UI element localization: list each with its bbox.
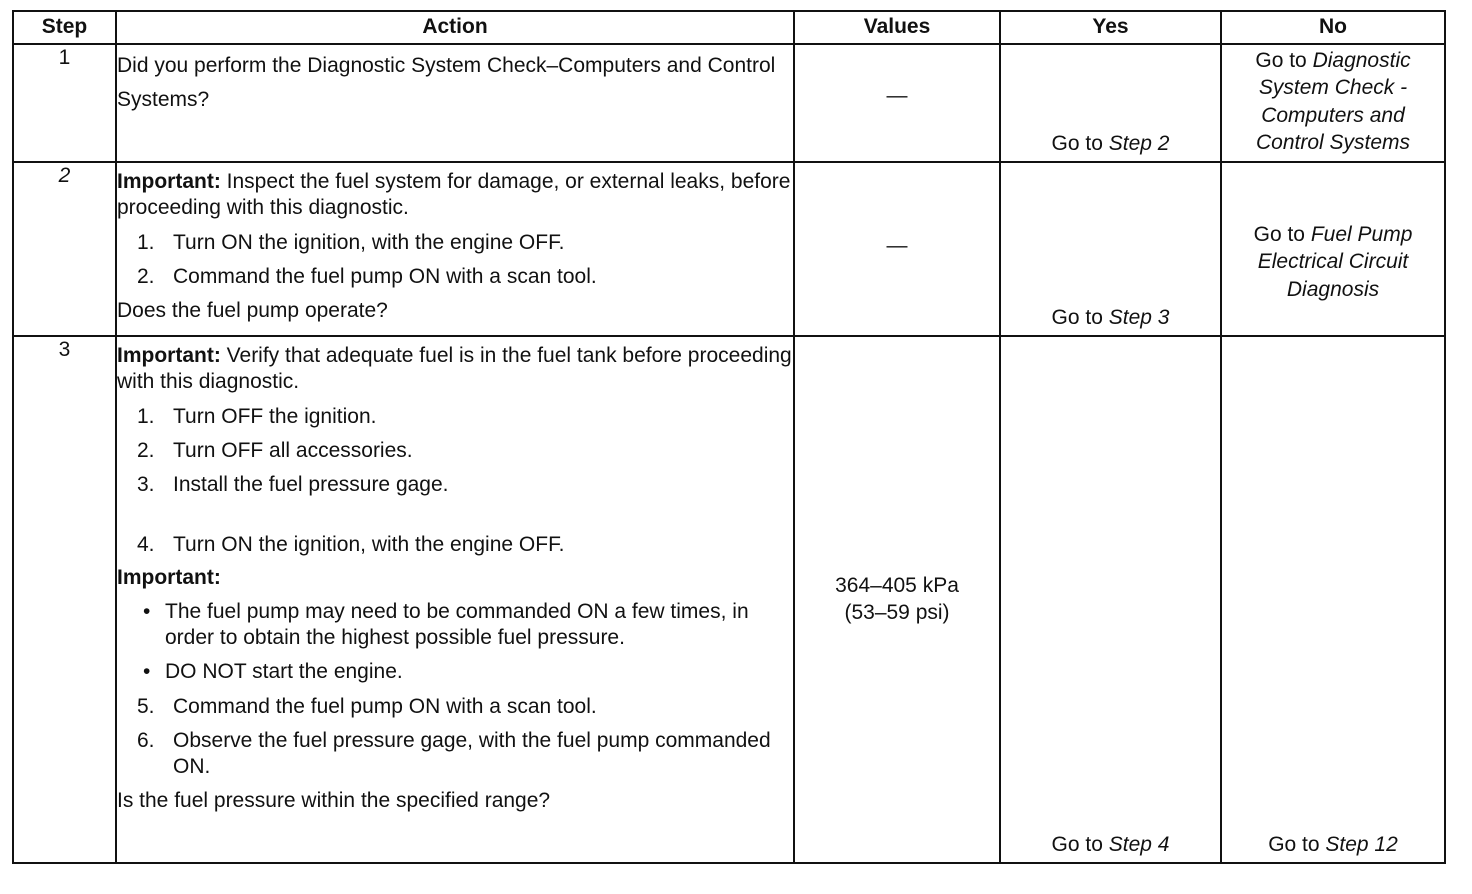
list-item: 2. Turn OFF all accessories.: [137, 438, 413, 462]
yes-link[interactable]: Step 3: [1108, 305, 1170, 329]
list-item: 4. Turn ON the ignition, with the engine OFF.: [137, 533, 565, 557]
bullet-item: • DO NOT start the engine.: [117, 659, 793, 685]
yes-prefix: Go to: [1051, 131, 1109, 155]
values-psi: (53–59 psi): [844, 600, 950, 624]
header-action: Action: [116, 11, 794, 44]
action-cell: [116, 44, 794, 162]
bullet-icon: •: [143, 660, 151, 684]
list-item: 5. Command the fuel pump ON with a scan tool.: [137, 694, 597, 718]
header-step: Step: [13, 11, 116, 44]
table-row: [13, 44, 1445, 162]
action-question: Does the fuel pump operate?: [117, 299, 388, 322]
values-kpa: 364–405 kPa: [835, 574, 959, 598]
no-prefix: Go to: [1268, 832, 1326, 856]
header-row: [13, 11, 1445, 44]
bullet-item: • The fuel pump may need to be commanded ON a few times, in order to obtain the highest possible fuel pressure.: [143, 599, 749, 649]
yes-prefix: Go to: [1051, 305, 1109, 329]
important-text: Verify that adequate fuel is in the fuel tank before proceeding with this diagnostic.: [117, 344, 792, 394]
values-dash: —: [886, 234, 908, 257]
action-cell: [116, 162, 794, 336]
list-item: 3. Install the fuel pressure gage.: [137, 473, 449, 496]
step-number: 2: [13, 162, 116, 336]
values-cell: [794, 44, 1000, 162]
step-number: 3: [13, 336, 116, 863]
list-item: 6. Observe the fuel pressure gage, with the fuel pump commanded ON.: [137, 728, 771, 778]
no-cell: [1221, 162, 1445, 336]
important-note: [117, 343, 793, 396]
action-question: Did you perform the Diagnostic System Check–Computers and Control Systems?: [117, 54, 776, 111]
important-label: Important:: [117, 170, 221, 193]
no-cell: [1221, 44, 1445, 162]
header-values: Values: [794, 11, 1000, 44]
no-link[interactable]: Step 12: [1325, 832, 1398, 856]
header-yes: Yes: [1000, 11, 1221, 44]
no-link[interactable]: Fuel Pump Electrical Circuit Diagnosis: [1257, 223, 1413, 301]
no-link[interactable]: Diagnostic System Check - Computers and Control Systems: [1255, 49, 1411, 154]
no-prefix: Go to: [1255, 49, 1313, 72]
list-item: 2. Command the fuel pump ON with a scan tool.: [137, 264, 597, 288]
yes-cell: [1000, 44, 1221, 162]
list-item: 1. Turn ON the ignition, with the engine OFF.: [137, 230, 565, 254]
important-note: [117, 169, 793, 222]
action-cell: [116, 336, 794, 863]
diagnostic-table: [12, 10, 1446, 864]
header-no: No: [1221, 11, 1445, 44]
no-cell: [1221, 336, 1445, 863]
table-row: [13, 162, 1445, 336]
yes-link[interactable]: Step 2: [1108, 131, 1170, 155]
action-question: Is the fuel pressure within the specified range?: [117, 789, 551, 813]
yes-cell: [1000, 162, 1221, 336]
no-prefix: Go to: [1253, 223, 1311, 246]
yes-cell: [1000, 336, 1221, 863]
important-label: Important:: [117, 565, 221, 589]
values-cell: [794, 336, 1000, 863]
yes-prefix: Go to: [1051, 832, 1109, 856]
important-label: Important:: [117, 344, 221, 367]
values-cell: [794, 162, 1000, 336]
step-number: 1: [13, 44, 116, 162]
yes-link[interactable]: Step 4: [1108, 832, 1170, 856]
table-row: [13, 336, 1445, 863]
values-dash: —: [886, 84, 908, 107]
list-item: 1. Turn OFF the ignition.: [137, 404, 377, 428]
bullet-icon: •: [143, 599, 151, 623]
important-text: Inspect the fuel system for damage, or external leaks, before proceeding with this diagnostic.: [117, 170, 791, 220]
